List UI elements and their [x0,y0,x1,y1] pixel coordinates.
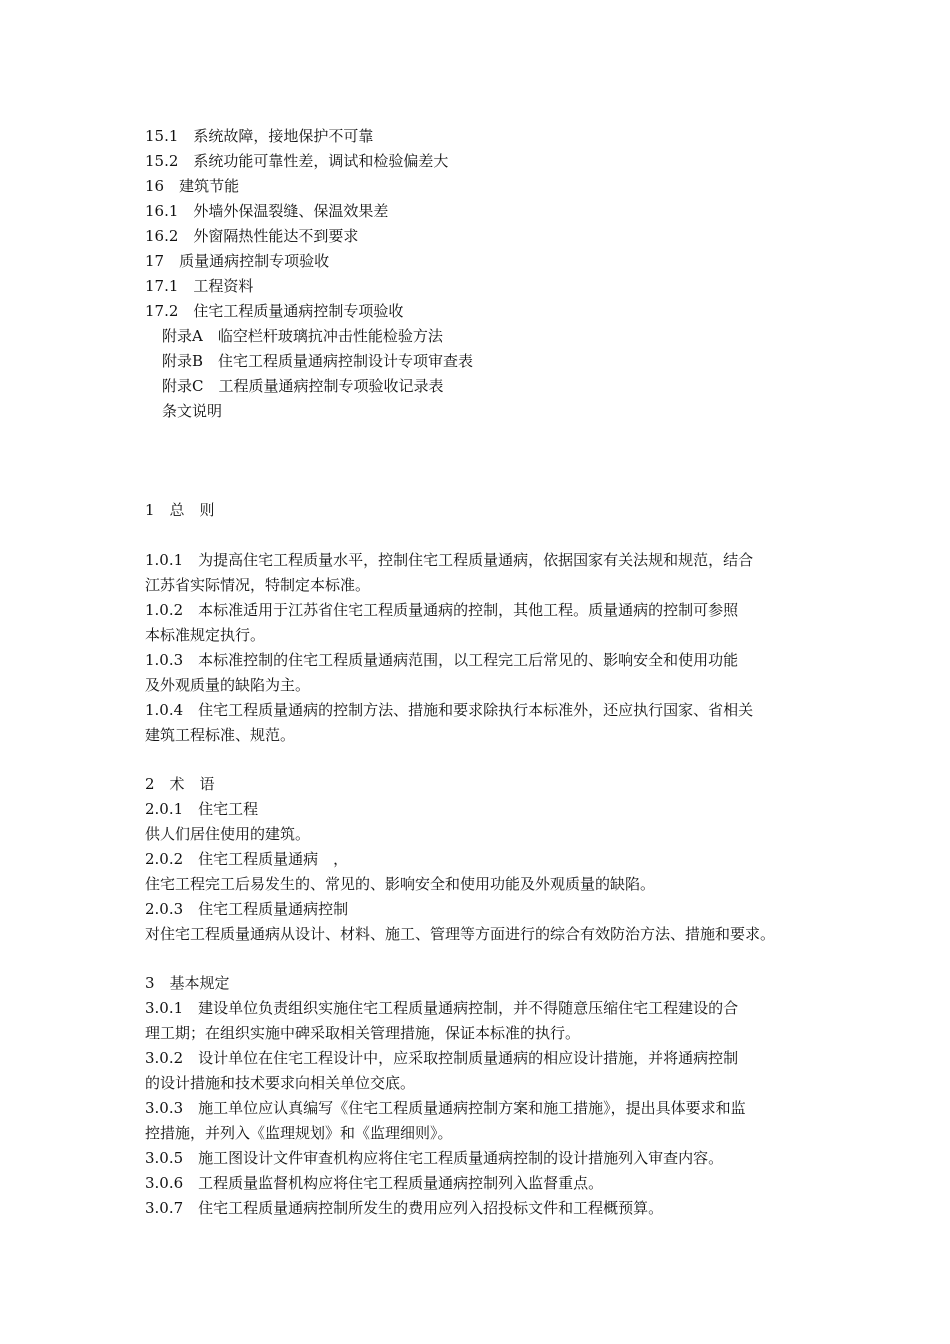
toc-item: 16.2 外窗隔热性能达不到要求 [145,227,359,245]
paragraph-line: 理工期；在组织实施中碑采取相关管理措施，保证本标准的执行。 [145,1024,581,1042]
paragraph-line: 3.0.1 建设单位负责组织实施住宅工程质量通病控制，并不得随意压缩住宅工程建设的合 [145,999,739,1017]
paragraph-line: 的设计措施和技术要求向相关单位交底。 [145,1074,416,1092]
toc-item: 16.1 外墙外保温裂缝、保温效果差 [145,202,389,220]
toc-appendix-a: 附录A 临空栏杆玻璃抗冲击性能检验方法 [162,327,443,345]
toc-appendix-b: 附录B 住宅工程质量通病控制设计专项审查表 [162,352,474,370]
paragraph-line: 本标准规定执行。 [145,626,266,644]
paragraph-line: 建筑工程标准、规范。 [145,726,296,744]
toc-item: 17.2 住宅工程质量通病控制专项验收 [145,302,404,320]
paragraph-line: 3.0.5 施工图设计文件审查机构应将住宅工程质量通病控制的设计措施列入审查内容。 [145,1149,724,1167]
toc-item: 15.2 系统功能可靠性差，调试和检验偏差大 [145,152,449,170]
paragraph-line: 3.0.7 住宅工程质量通病控制所发生的费用应列入招投标文件和工程概预算。 [145,1199,664,1217]
paragraph-line: 2.0.1 住宅工程 [145,800,259,818]
paragraph-line: 1.0.2 本标准适用于江苏省住宅工程质量通病的控制，其他工程。质量通病的控制可参照 [145,601,739,619]
paragraph-line: 2.0.3 住宅工程质量通病控制 [145,900,349,918]
paragraph-line: 对住宅工程质量通病从设计、材料、施工、管理等方面进行的综合有效防治方法、措施和要求。 [145,925,776,943]
paragraph-line: 及外观质量的缺陷为主。 [145,676,311,694]
toc-item: 15.1 系统故障，接地保护不可靠 [145,127,374,145]
paragraph-line: 供人们居住使用的建筑。 [145,825,311,843]
paragraph-line: 1.0.3 本标准控制的住宅工程质量通病范围，以工程完工后常见的、影响安全和使用功能 [145,651,739,669]
toc-appendix-c: 附录C 工程质量通病控制专项验收记录表 [162,377,444,395]
toc-item: 17 质量通病控制专项验收 [145,252,330,270]
toc-item: 16 建筑节能 [145,177,240,195]
paragraph-line: 3.0.2 设计单位在住宅工程设计中，应采取控制质量通病的相应设计措施，并将通病控制 [145,1049,739,1067]
chapter-1-heading: 1 总 则 [145,501,215,519]
paragraph-line: 控措施，并列入《监理规划》和《监理细则》。 [145,1124,453,1142]
paragraph-line: 3.0.6 工程质量监督机构应将住宅工程质量通病控制列入监督重点。 [145,1174,604,1192]
paragraph-line: 2.0.2 住宅工程质量通病 ， [145,850,349,868]
paragraph-line: 1.0.1 为提高住宅工程质量水平，控制住宅工程质量通病，依据国家有关法规和规范，结合 [145,551,754,569]
paragraph-line: 住宅工程完工后易发生的、常见的、影响安全和使用功能及外观质量的缺陷。 [145,875,656,893]
chapter-2-heading: 2 术 语 [145,775,215,793]
toc-explanation: 条文说明 [162,402,223,420]
toc-item: 17.1 工程资料 [145,277,254,295]
chapter-3-heading: 3 基本规定 [145,974,230,992]
paragraph-line: 1.0.4 住宅工程质量通病的控制方法、措施和要求除执行本标准外，还应执行国家、省相关 [145,701,754,719]
paragraph-line: 江苏省实际情况，特制定本标准。 [145,576,371,594]
paragraph-line: 3.0.3 施工单位应认真编写《住宅工程质量通病控制方案和施工措施》，提出具体要求和监 [145,1099,746,1117]
